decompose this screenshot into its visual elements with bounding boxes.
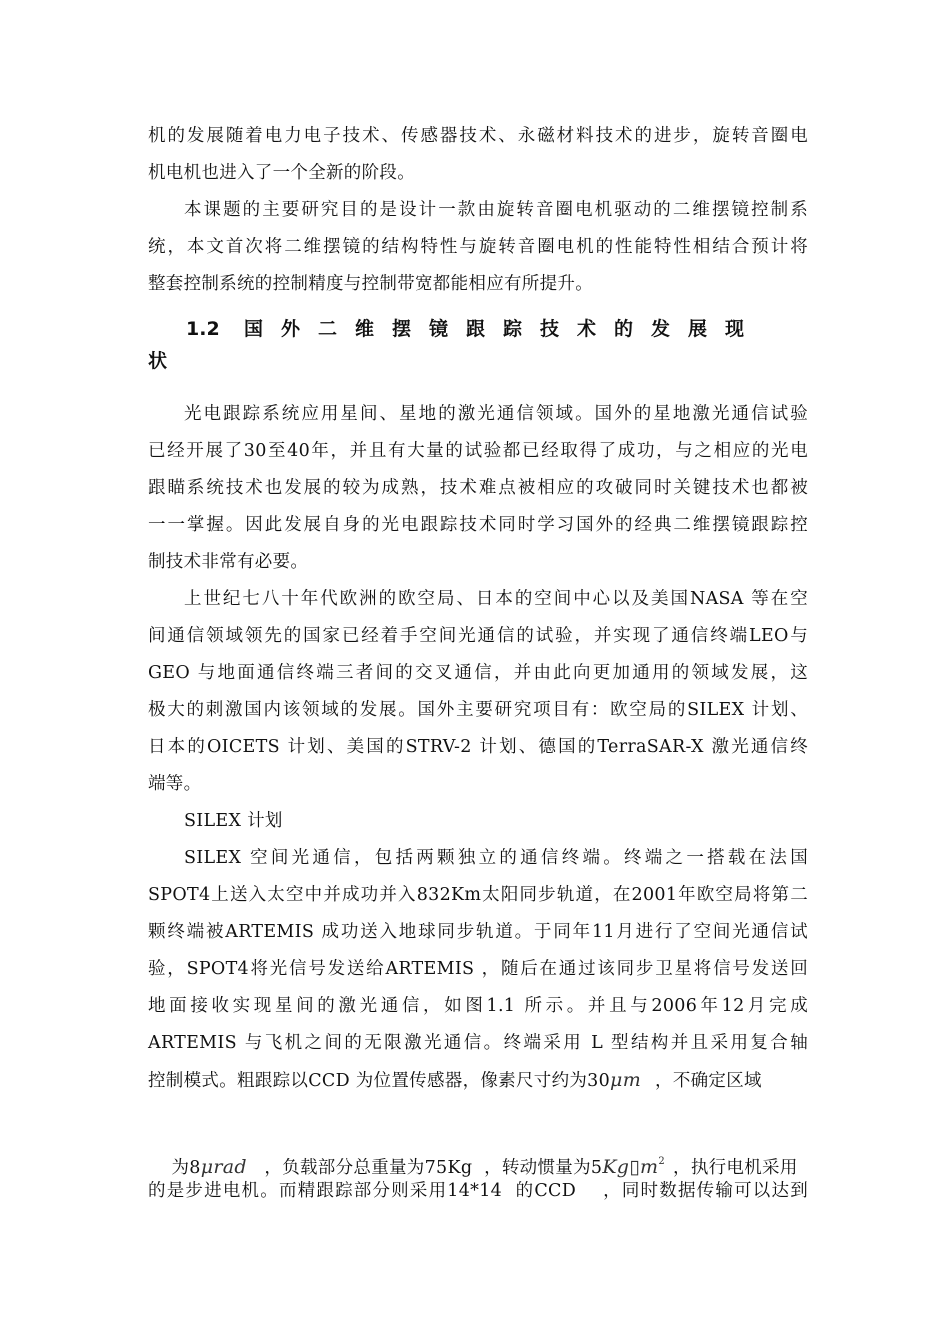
text-line: 颗终端被ARTEMIS 成功送入地球同步轨道。于同年11月进行了空间光通信试: [148, 922, 808, 942]
math-unit: [602, 1156, 665, 1178]
text-line: 地面接收实现星间的激光通信，如图1.1 所示。并且与2006年12月完成: [148, 996, 808, 1016]
text-line: 统，本文首次将二维摆镜的结构特性与旋转音圈电机的性能特性相结合预计将: [148, 237, 808, 257]
text-line: 跟瞄系统技术也发展的较为成熟，技术难点被相应的攻破同时关键技术也都被: [148, 478, 808, 498]
text-line: 的是步进电机。而精跟踪部分则采用14*14 的CCD ，同时数据传输可以达到: [148, 1181, 808, 1201]
text-line: 极大的刺激国内该领域的发展。国外主要研究项目有：欧空局的SILEX 计划、: [148, 700, 808, 720]
text-line: 一一掌握。因此发展自身的光电跟踪技术同时学习国外的经典二维摆镜跟踪控: [148, 515, 808, 535]
text-line-with-math: [148, 1065, 808, 1096]
subheading: SILEX 计划: [184, 811, 283, 831]
text-line: GEO 与地面通信终端三者间的交叉通信，并由此向更加通用的领域发展，这: [148, 663, 808, 683]
math-text: Kg▯m: [602, 1156, 659, 1178]
text-segment: ，不确定区域: [655, 1071, 762, 1091]
text-line: 机的发展随着电力电子技术、传感器技术、永磁材料技术的进步，旋转音圈电: [148, 126, 808, 146]
text-line: 验，SPOT4将光信号发送给ARTEMIS ，随后在通过该同步卫星将信号发送回: [148, 959, 808, 979]
text-segment: ，执行电机采用: [673, 1158, 798, 1178]
text-line: 间通信领域领先的国家已经着手空间光通信的试验，并实现了通信终端LEO与: [148, 626, 808, 646]
text-segment: 为8: [171, 1158, 201, 1178]
section-number: 1.2: [186, 318, 220, 340]
text-line: SPOT4上送入太空中并成功并入832Km太阳同步轨道，在2001年欧空局将第二: [148, 885, 808, 905]
text-line: 机电机也进入了一个全新的阶段。: [148, 163, 415, 183]
text-line: 本课题的主要研究目的是设计一款由旋转音圈电机驱动的二维摆镜控制系: [184, 200, 808, 220]
text-segment: 控制模式。粗跟踪以CCD 为位置传感器，像素尺寸约为30: [148, 1071, 611, 1091]
text-line: 日本的OICETS 计划、美国的STRV-2 计划、德国的TerraSAR-X 激光通信终: [148, 737, 808, 757]
text-line: ARTEMIS 与飞机之间的无限激光通信。终端采用 L 型结构并且采用复合轴: [148, 1033, 808, 1053]
text-line: 整套控制系统的控制精度与控制带宽都能相应有所提升。: [148, 274, 593, 294]
text-line: 上世纪七八十年代欧洲的欧空局、日本的空间中心以及美国NASA 等在空: [184, 589, 808, 609]
text-line: 制技术非常有必要。: [148, 552, 309, 572]
text-line: 光电跟踪系统应用星间、星地的激光通信领域。国外的星地激光通信试验: [184, 404, 808, 424]
text-segment: ，负载部分总重量为75Kg ，转动惯量为5: [246, 1158, 603, 1178]
text-line: 已经开展了30至40年，并且有大量的试验都已经取得了成功，与之相应的光电: [148, 441, 808, 461]
text-line: SILEX 空间光通信，包括两颗独立的通信终端。终端之一搭载在法国: [184, 848, 808, 868]
math-superscript: 2: [658, 1156, 666, 1167]
text-line: 端等。: [148, 774, 202, 794]
section-title: 国外二维摆镜跟踪技术的发展现: [244, 318, 763, 340]
section-title-continued: 状: [148, 350, 168, 372]
math-unit: μm: [610, 1069, 642, 1091]
math-unit: μrad: [200, 1156, 247, 1178]
